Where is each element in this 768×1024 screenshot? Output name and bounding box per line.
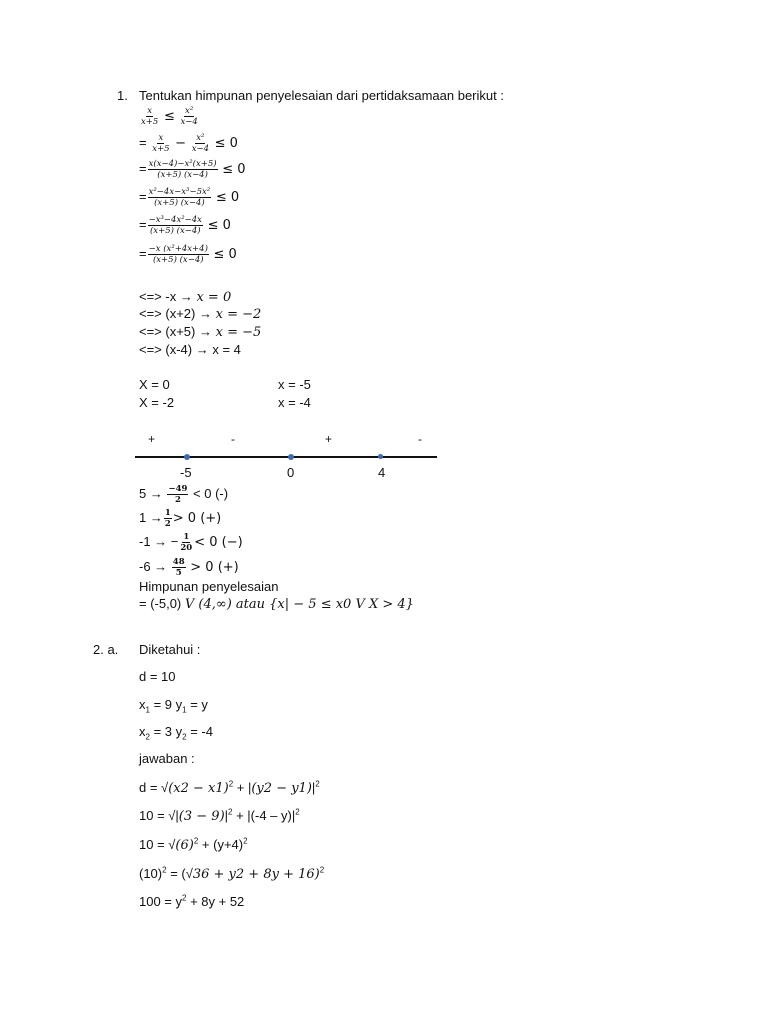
point-dot — [184, 454, 190, 460]
number-line-axis — [135, 456, 437, 458]
root-line-1: <=> (x+2) → x = −2 — [139, 306, 262, 322]
test-line-3: -6 → $\frac{48}{5}$ > 0 (+) — [139, 557, 239, 578]
step-2: = $\frac{\text{x(x−4)−x²(x+5)}}{(x+5) (x-4)}$ ≤ 0 — [139, 159, 246, 180]
step-5: = $\frac{\text{−x (x²+4x+4)}}{(x+5) (x-4)}$ ≤ 0 — [139, 244, 237, 265]
fraction: $\frac{\text{x²−4x−x³−5x²}}{(x+5) (x-4)}$ — [148, 187, 211, 208]
equation-1: $d = √(x2 - x1)^2 + |(y2 - y1)|^2$ — [139, 779, 320, 796]
value-x-0: X = 0 — [139, 377, 170, 392]
sign-plus: + — [325, 432, 333, 446]
value-x-neg5: x = -5 — [278, 377, 311, 392]
fraction: $\frac{x}{x+5}$ — [141, 106, 159, 127]
value-x-neg2: X = -2 — [139, 395, 175, 410]
tick-label: 0 — [287, 465, 295, 480]
step-1: = $\frac{x}{x+5}$ − $\frac{\text{x²}}{x-4}$ ≤ 0 — [139, 133, 238, 154]
step-3: = $\frac{\text{x²−4x−x³−5x²}}{(x+5) (x-4)}$ ≤ 0 — [139, 187, 240, 208]
d-value: d = 10 — [139, 669, 176, 684]
sign-plus: + — [148, 432, 156, 446]
tick-label: -5 — [180, 465, 192, 480]
solution-value: = (-5,0) V (4,∞) atau {x| − 5 ≤ x0 V X > 4} — [139, 596, 414, 612]
known-label: Diketahui : — [139, 642, 201, 657]
root-line-0: <=> -x → x = 0 — [139, 289, 232, 305]
problem-1-number: 1. — [117, 88, 128, 103]
answer-label: jawaban : — [139, 751, 195, 766]
sign-minus: - — [418, 432, 422, 446]
step-4: = $\frac{\text{−x³−4x²−4x}}{(x+5) (x-4)}$ ≤ 0 — [139, 215, 231, 236]
solution-label: Himpunan penyelesaian — [139, 579, 279, 594]
root-line-3: <=> (x-4) → x = 4 — [139, 342, 241, 357]
fraction: $\frac{\text{−x³−4x²−4x}}{(x+5) (x-4)}$ — [148, 215, 202, 236]
fraction: $\frac{\text{−x (x²+4x+4)}}{(x+5) (x-4)}$ — [148, 244, 208, 265]
test-line-2: -1 → − $\frac{1}{20}$ < 0 (−) — [139, 532, 243, 553]
sign-minus: - — [231, 432, 235, 446]
fraction: $\frac{\text{x²}}{x-4}$ — [191, 133, 210, 154]
step-0: $\frac{x}{x+5}$ ≤ $\frac{\text{x²}}{x-4}$ — [141, 106, 198, 127]
fraction: $\frac{48}{5}$ — [172, 557, 185, 578]
fraction: $\frac{1}{2}$ — [164, 508, 171, 529]
problem-1-title: Tentukan himpunan penyelesaian dari pertidaksamaan berikut : — [139, 88, 504, 103]
point-dot — [288, 454, 294, 460]
point-dot — [378, 454, 383, 459]
root-line-2: <=> (x+5) → x = −5 — [139, 324, 262, 340]
tick-label: 4 — [378, 465, 386, 480]
equation-2: $10 = √|(3 - 9)|^2 + |(-4 - y)|^2$ — [139, 807, 300, 824]
fraction: $\frac{\text{x²}}{x-4}$ — [180, 106, 198, 127]
x1-y1-line: $x_1 = 9$ $y_1 = y$ — [139, 697, 208, 715]
fraction: $\frac{1}{20}$ — [180, 532, 193, 553]
test-line-1: 1 → $\frac{1}{2}$ > 0 (+) — [139, 508, 222, 529]
fraction: $\frac{\text{x(x−4)−x²(x+5)}}{(x+5) (x-4)}$ — [148, 159, 217, 180]
equation-5: $100 = y^2 + 8y + 52$ — [139, 893, 245, 909]
fraction: $\frac{x}{x+5}$ — [152, 133, 170, 154]
x2-y2-line: $x_2 = 3$ $y_2 = -4$ — [139, 724, 213, 742]
value-x-neg4: x = -4 — [278, 395, 311, 410]
fraction: $\frac{-49}{2}$ — [168, 484, 188, 505]
equation-3: $10 = √(6)^2 + (y+4)^2$ — [139, 836, 248, 853]
problem-2-number: 2. a. — [93, 642, 119, 657]
test-line-0: 5 → $\frac{-49}{2}$ < 0 (-) — [139, 484, 229, 505]
equation-4: $(10)^2 = (√36 + y2 + 8y + 16)^2$ — [139, 865, 325, 882]
